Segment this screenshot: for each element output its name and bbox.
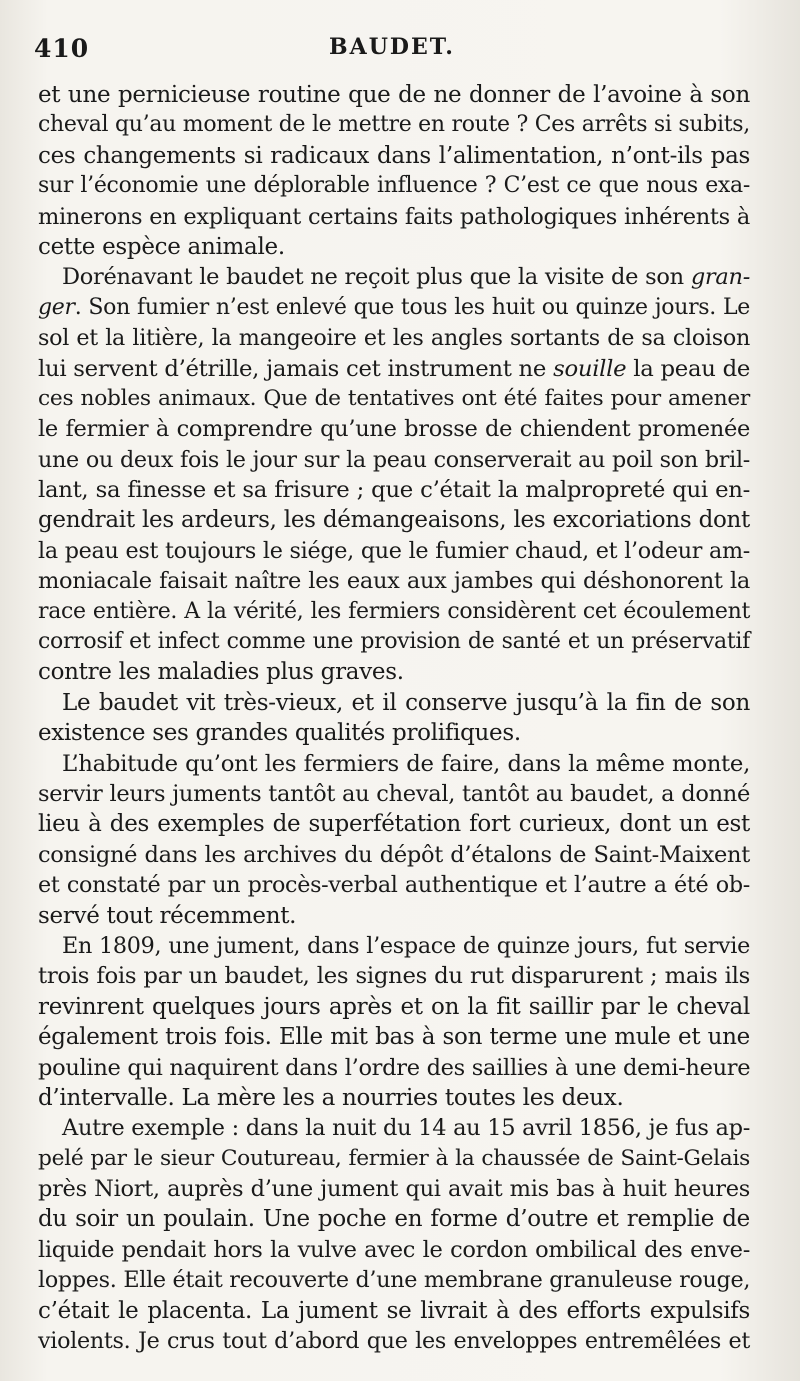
text-line: ces changements si radicaux dans l’alimentation, n’ont-ils pas	[38, 142, 750, 169]
text-line: L’habitude qu’ont les fermiers de faire, dans la même monte,	[62, 750, 750, 777]
text-line: gendrait les ardeurs, les démangeaisons, les excoriations dont	[38, 507, 750, 534]
text-line: moniacale faisait naître les eaux aux jambes qui déshonorent la	[38, 568, 750, 595]
text-line: Le baudet vit très-vieux, et il conserve jusqu’à la fin de son	[62, 689, 750, 716]
text-line: d’intervalle. La mère les a nourries toutes les deux.	[38, 1084, 624, 1111]
text-line: le fermier à comprendre qu’une brosse de chiendent promenée	[38, 416, 750, 443]
text-line: lieu à des exemples de superfétation fort curieux, dont un est	[38, 811, 750, 838]
text-line: trois fois par un baudet, les signes du rut disparurent ; mais ils	[38, 963, 750, 990]
text-line: ger. Son fumier n’est enlevé que tous les huit ou quinze jours. Le	[38, 294, 750, 320]
text-line: race entière. A la vérité, les fermiers considèrent cet écoulement	[38, 598, 750, 624]
text-line: loppes. Elle était recouverte d’une membrane granuleuse rouge,	[38, 1267, 751, 1294]
text-line: contre les maladies plus graves.	[38, 659, 404, 686]
text-line: une ou deux fois le jour sur la peau conserverait au poil son bril-	[38, 446, 750, 473]
text-line: du soir un poulain. Une poche en forme d’outre et remplie de	[38, 1206, 750, 1233]
text-line: revinrent quelques jours après et on la fit saillir par le cheval	[38, 993, 750, 1020]
running-head: BAUDET.	[329, 34, 455, 60]
text-line: près Niort, auprès d’une jument qui avait mis bas à huit heures	[38, 1176, 750, 1203]
text-line: sol et la litière, la mangeoire et les angles sortants de sa cloison	[38, 325, 750, 352]
text-line: et constaté par un procès-verbal authentique et l’autre a été ob-	[38, 872, 750, 899]
text-line: Autre exemple : dans la nuit du 14 au 15 avril 1856, je fus ap-	[62, 1115, 750, 1142]
text-line: pouline qui naquirent dans l’ordre des saillies à une demi-heure	[38, 1054, 751, 1081]
text-line: et une pernicieuse routine que de ne donner de l’avoine à son	[38, 82, 750, 108]
text-line: consigné dans les archives du dépôt d’étalons de Saint-Maixent	[38, 841, 750, 868]
text-line: pelé par le sieur Coutureau, fermier à la chaussée de Saint-Gelais	[38, 1145, 750, 1171]
text-line: Dorénavant le baudet ne reçoit plus que la visite de son gran-	[62, 264, 750, 291]
text-line: En 1809, une jument, dans l’espace de quinze jours, fut servie	[62, 932, 750, 959]
text-line: ces nobles animaux. Que de tentatives ont été faites pour amener	[38, 385, 750, 411]
text-line: la peau est toujours le siége, que le fumier chaud, et l’odeur am-	[38, 537, 750, 564]
text-line: violents. Je crus tout d’abord que les enveloppes entremêlées et	[38, 1328, 750, 1355]
page-header	[34, 34, 750, 70]
text-line: c’était le placenta. La jument se livrait à des efforts expulsifs	[38, 1297, 750, 1324]
text-line: lant, sa finesse et sa frisure ; que c’était la malpropreté qui en-	[38, 477, 750, 504]
text-line: minerons en expliquant certains faits pathologiques inhérents à	[38, 203, 750, 230]
text-line: corrosif et infect comme une provision de santé et un préservatif	[38, 629, 750, 655]
text-line: liquide pendait hors la vulve avec le cordon ombilical des enve-	[38, 1236, 750, 1263]
text-line: servir leurs juments tantôt au cheval, tantôt au baudet, a donné	[38, 780, 750, 807]
text-line: lui servent d’étrille, jamais cet instrument ne souille la peau de	[38, 355, 750, 382]
body-text	[38, 80, 750, 1356]
text-line: sur l’économie une déplorable influence ? C’est ce que nous exa-	[38, 173, 750, 199]
text-line: servé tout récemment.	[38, 902, 297, 929]
page-number: 410	[34, 34, 90, 63]
text-line: également trois fois. Elle mit bas à son terme une mule et une	[38, 1024, 750, 1051]
text-line: cette espèce animale.	[38, 233, 285, 260]
text-line: existence ses grandes qualités prolifiques.	[38, 720, 521, 747]
text-line: cheval qu’au moment de le mettre en route ? Ces arrêts si subits,	[38, 112, 750, 138]
